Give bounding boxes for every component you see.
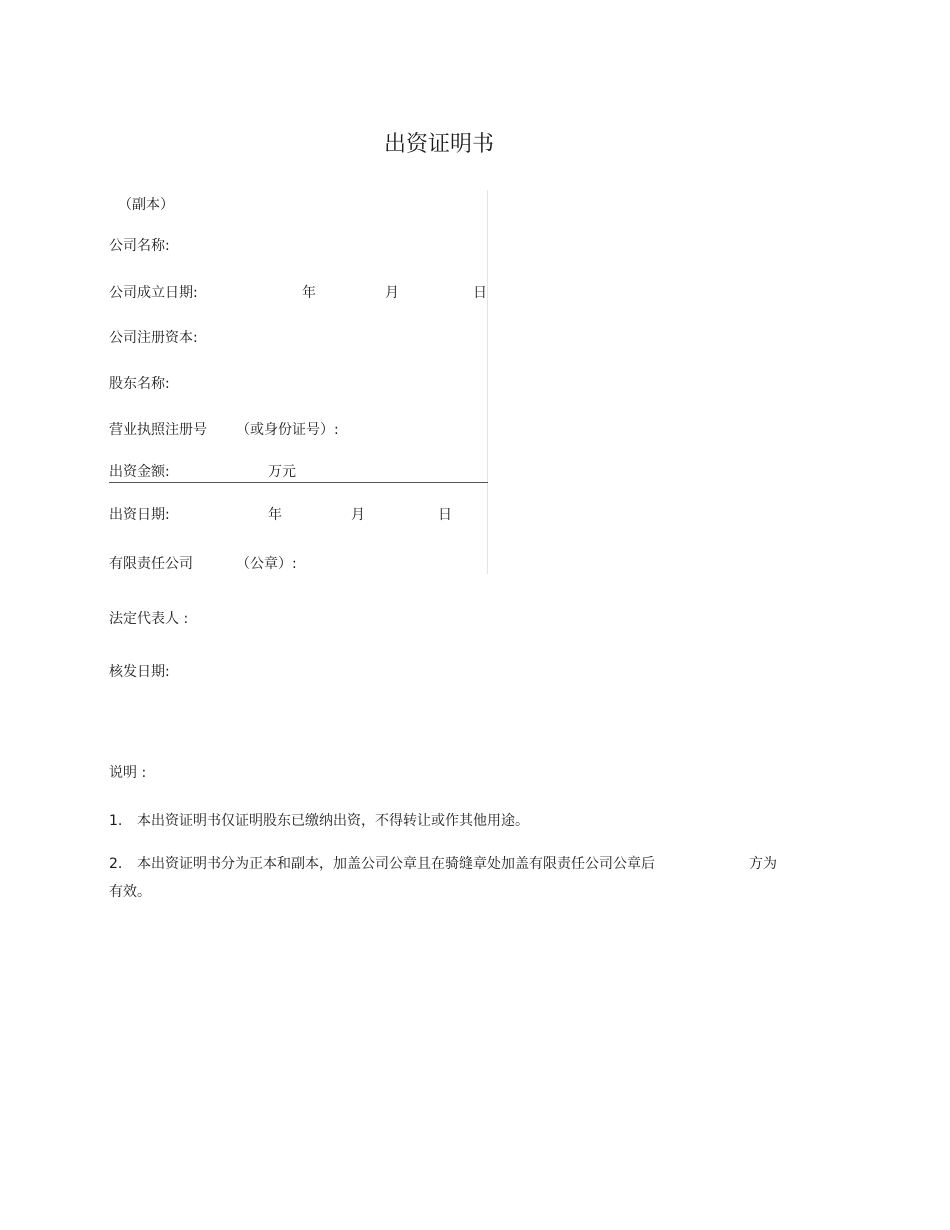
license-number-paren: （或身份证号）:: [236, 422, 339, 438]
note-1-text: 本出资证明书仅证明股东已缴纳出资，不得转让或作其他用途。: [137, 813, 529, 829]
issue-date-label: 核发日期:: [109, 664, 170, 680]
contribution-date-year: 年: [268, 507, 282, 523]
amount-unit: 万元: [268, 464, 296, 480]
note-2-number: 2.: [109, 856, 123, 872]
shareholder-name-label: 股东名称:: [109, 376, 170, 392]
legal-representative-label: 法定代表人 :: [109, 611, 189, 627]
form-divider: [109, 482, 488, 483]
note-1-number: 1.: [109, 813, 123, 829]
form-border-right: [487, 190, 488, 574]
document-title: 出资证明书: [384, 132, 495, 157]
founding-date-day: 日: [473, 285, 487, 301]
company-seal-paren: （公章）:: [236, 556, 297, 572]
amount-label: 出资金额:: [109, 464, 170, 480]
company-seal-label: 有限责任公司: [109, 556, 193, 572]
registered-capital-label: 公司注册资本:: [109, 330, 198, 346]
note-2-text: 本出资证明书分为正本和副本，加盖公司公章且在骑缝章处加盖有限责任公司公章后: [137, 856, 655, 872]
copy-label: （副本）: [118, 197, 174, 213]
founding-date-year: 年: [302, 285, 316, 301]
contribution-date-day: 日: [438, 507, 452, 523]
contribution-date-month: 月: [351, 507, 365, 523]
license-number-label: 营业执照注册号: [109, 422, 207, 438]
founding-date-label: 公司成立日期:: [109, 285, 198, 301]
note-2-tail: 方为: [749, 856, 777, 872]
founding-date-month: 月: [385, 285, 399, 301]
notes-heading: 说明 :: [109, 765, 147, 781]
note-2-continuation: 有效。: [109, 884, 151, 900]
company-name-label: 公司名称:: [109, 238, 170, 254]
contribution-date-label: 出资日期:: [109, 507, 170, 523]
